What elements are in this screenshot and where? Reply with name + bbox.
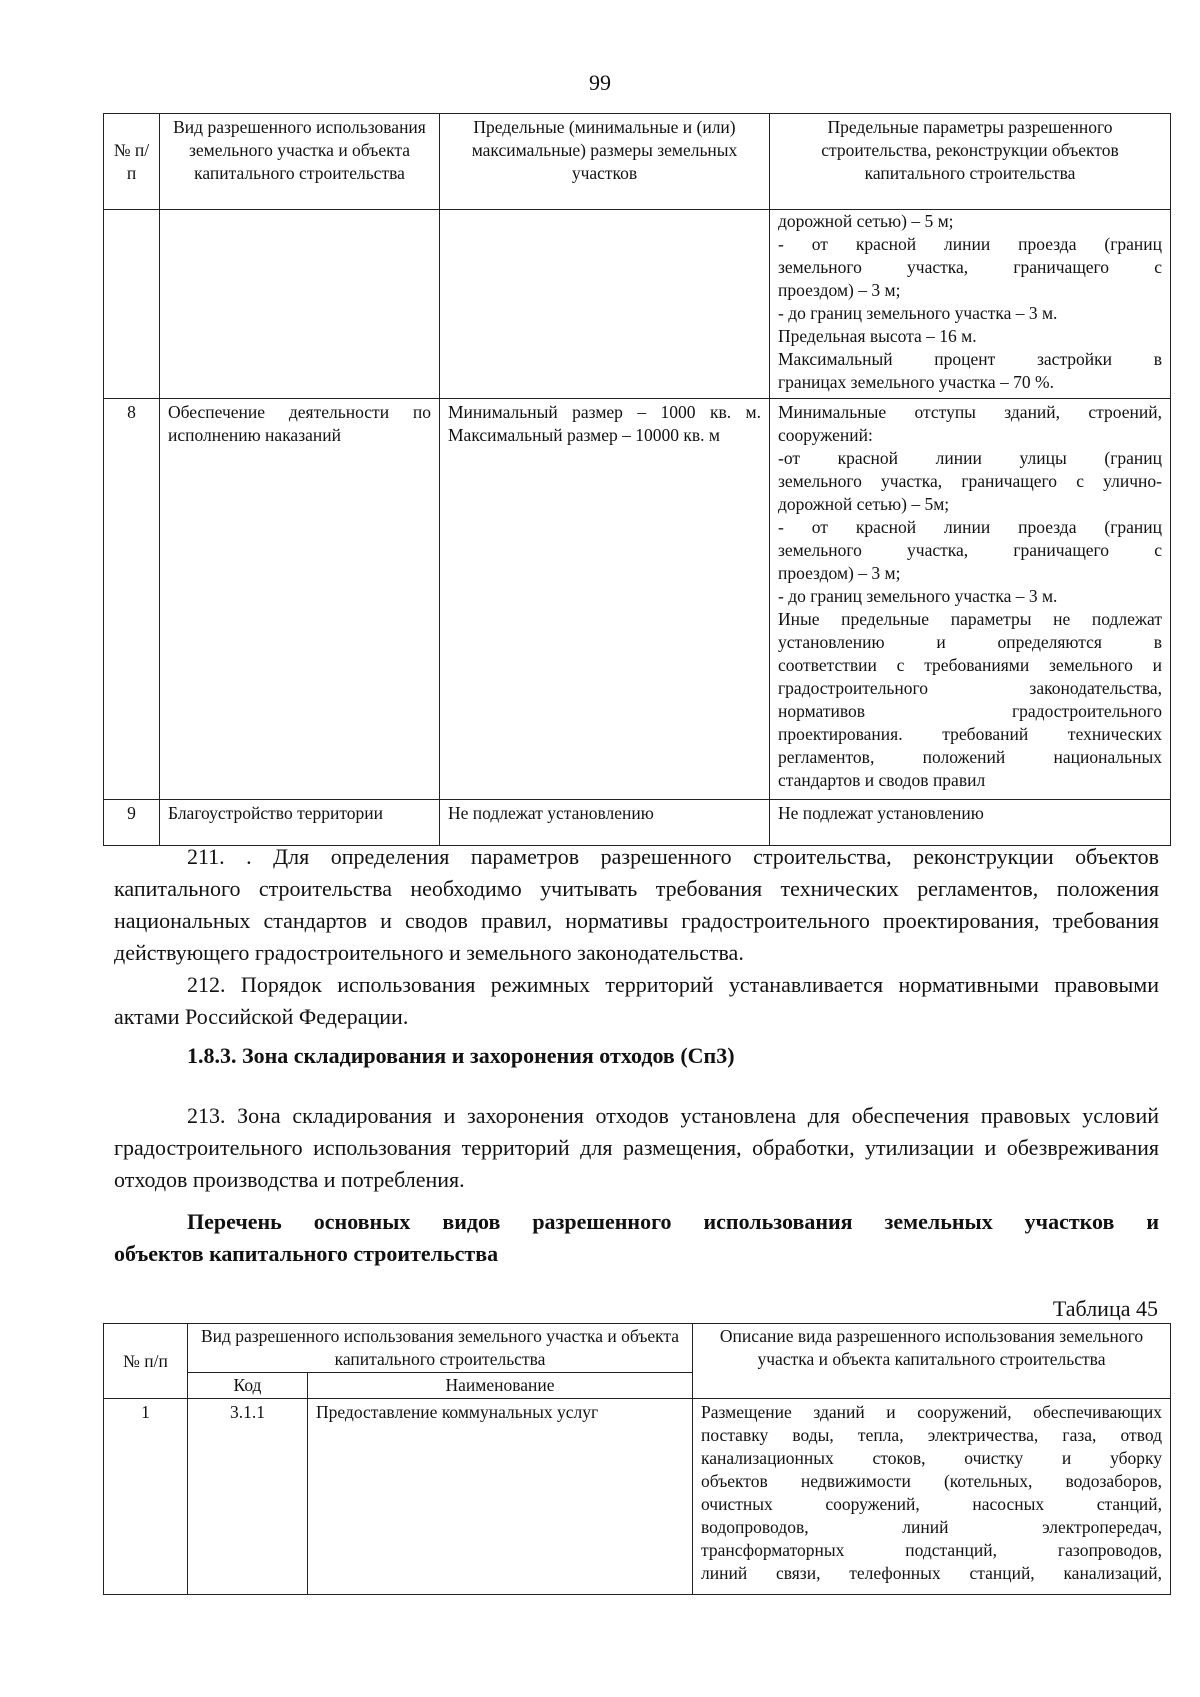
section-heading: 1.8.3. Зона складирования и захоронения отходов (Сп3): [187, 1043, 735, 1068]
cell-code: 3.1.1: [188, 1399, 308, 1595]
header-sizes: Предельные (минимальные и (или) максимальные) размеры земельных участков: [440, 114, 770, 210]
cell-num: 1: [104, 1399, 188, 1595]
description-line: Размещение зданий и сооружений, обеспечивающих: [701, 1402, 1162, 1422]
cell-use-type: Благоустройство территории: [160, 800, 440, 846]
param-line: - до границ земельного участка – 3 м.: [778, 586, 1058, 606]
param-line: регламентов, положений национальных: [778, 747, 1162, 767]
param-line: Предельная высота – 16 м.: [778, 326, 977, 346]
table-row: [104, 1399, 1171, 1595]
description-line: поставку воды, тепла, электричества, газа, отвод: [701, 1425, 1162, 1445]
header-params: Предельные параметры разрешенного строительства, реконструкции объектов капитального строительства: [770, 114, 1171, 210]
header-use-type: Вид разрешенного использования земельного участка и объекта капитального строительства: [160, 114, 440, 210]
description-line: объектов недвижимости (котельных, водозаборов,: [701, 1471, 1162, 1491]
header-name: Наименование: [308, 1373, 693, 1399]
table-label: Таблица 45: [1052, 1296, 1158, 1321]
table-header-row: [104, 114, 1171, 210]
list-title-line: объектов капитального строительства: [114, 1241, 499, 1266]
param-line: проездом) – 3 м;: [778, 563, 901, 583]
header-num: № п/п: [104, 114, 160, 210]
cell-num: 9: [104, 800, 160, 846]
paragraph-211: 211. . Для определения параметров разрешенного строительства, реконструкции объектов капитального строительства необходимо учитывать требования технических регламентов, положения национальных стандартов и сводов правил, нормативы градостроительного проектирования, требования действующего градостроительного и земельного законодательства.: [114, 844, 1159, 965]
param-line: дорожной сетью) – 5м;: [778, 494, 950, 514]
description-line: трансформаторных подстанций, газопроводов,: [701, 1540, 1162, 1560]
cell-use-type: [160, 210, 440, 399]
paragraph-212: 212. Порядок использования режимных территорий устанавливается нормативными правовыми актами Российской Федерации.: [114, 972, 1159, 1029]
param-line: сооружений:: [778, 425, 873, 445]
header-num: № п/п: [104, 1324, 188, 1399]
cell-sizes: Не подлежат установлению: [440, 800, 770, 846]
param-line: - от красной линии проезда (границ: [778, 517, 1162, 537]
header-description: Описание вида разрешенного использования земельного участка и объекта капитального строительства: [693, 1324, 1171, 1399]
param-line: Максимальный процент застройки в: [778, 349, 1162, 369]
param-line: проездом) – 3 м;: [778, 280, 901, 300]
cell-name: Предоставление коммунальных услуг: [308, 1399, 693, 1595]
cell-sizes: [440, 210, 770, 399]
param-line: проектирования. требований технических: [778, 724, 1162, 744]
cell-num: [104, 210, 160, 399]
cell-use-type: Обеспечение деятельности по исполнению наказаний: [160, 399, 440, 800]
param-line: нормативов градостроительного: [778, 701, 1162, 721]
param-line: земельного участка, граничащего с: [778, 257, 1162, 277]
table-row: [104, 210, 1171, 399]
table-header-row: [104, 1324, 1171, 1373]
list-title: [114, 1206, 1159, 1270]
cell-description: [693, 1399, 1171, 1595]
paragraph-213: 213. Зона складирования и захоронения отходов установлена для обеспечения правовых условий градостроительного использования территорий для размещения, обработки, утилизации и обезвреживания отходов производства и потребления.: [114, 1103, 1159, 1192]
land-use-table: [103, 1323, 1171, 1595]
cell-params: Не подлежат установлению: [770, 800, 1171, 846]
cell-params: [770, 210, 1171, 399]
parameters-table: [103, 113, 1171, 846]
param-line: -от красной линии улицы (границ: [778, 448, 1162, 468]
description-line: линий связи, телефонных станций, канализаций,: [701, 1563, 1162, 1583]
page-number: 99: [589, 70, 611, 95]
param-line: Минимальные отступы зданий, строений,: [778, 402, 1162, 422]
param-line: земельного участка, граничащего с: [778, 540, 1162, 560]
cell-sizes: Минимальный размер – 1000 кв. м. Максимальный размер – 10000 кв. м: [440, 399, 770, 800]
description-line: очистных сооружений, насосных станций,: [701, 1494, 1162, 1514]
description-line: канализационных стоков, очистку и уборку: [701, 1448, 1162, 1468]
table-row: [104, 800, 1171, 846]
param-line: стандартов и сводов правил: [778, 770, 986, 790]
param-line: границах земельного участка – 70 %.: [778, 372, 1054, 392]
param-line: соответствии с требованиями земельного и: [778, 655, 1162, 675]
param-line: - от красной линии проезда (границ: [778, 234, 1162, 254]
param-line: земельного участка, граничащего с улично-: [778, 471, 1162, 491]
param-line: дорожной сетью) – 5 м;: [778, 211, 954, 231]
list-title-line: Перечень основных видов разрешенного использования земельных участков и: [187, 1209, 1159, 1234]
param-line: установлению и определяются в: [778, 632, 1162, 652]
header-use-type: Вид разрешенного использования земельного участка и объекта капитального строительства: [188, 1324, 693, 1373]
cell-num: 8: [104, 399, 160, 800]
table-row: [104, 399, 1171, 800]
param-line: Иные предельные параметры не подлежат: [778, 609, 1162, 629]
cell-params: [770, 399, 1171, 800]
description-line: водопроводов, линий электропередач,: [701, 1517, 1162, 1537]
param-line: - до границ земельного участка – 3 м.: [778, 303, 1058, 323]
header-code: Код: [188, 1373, 308, 1399]
param-line: градостроительного законодательства,: [778, 678, 1162, 698]
